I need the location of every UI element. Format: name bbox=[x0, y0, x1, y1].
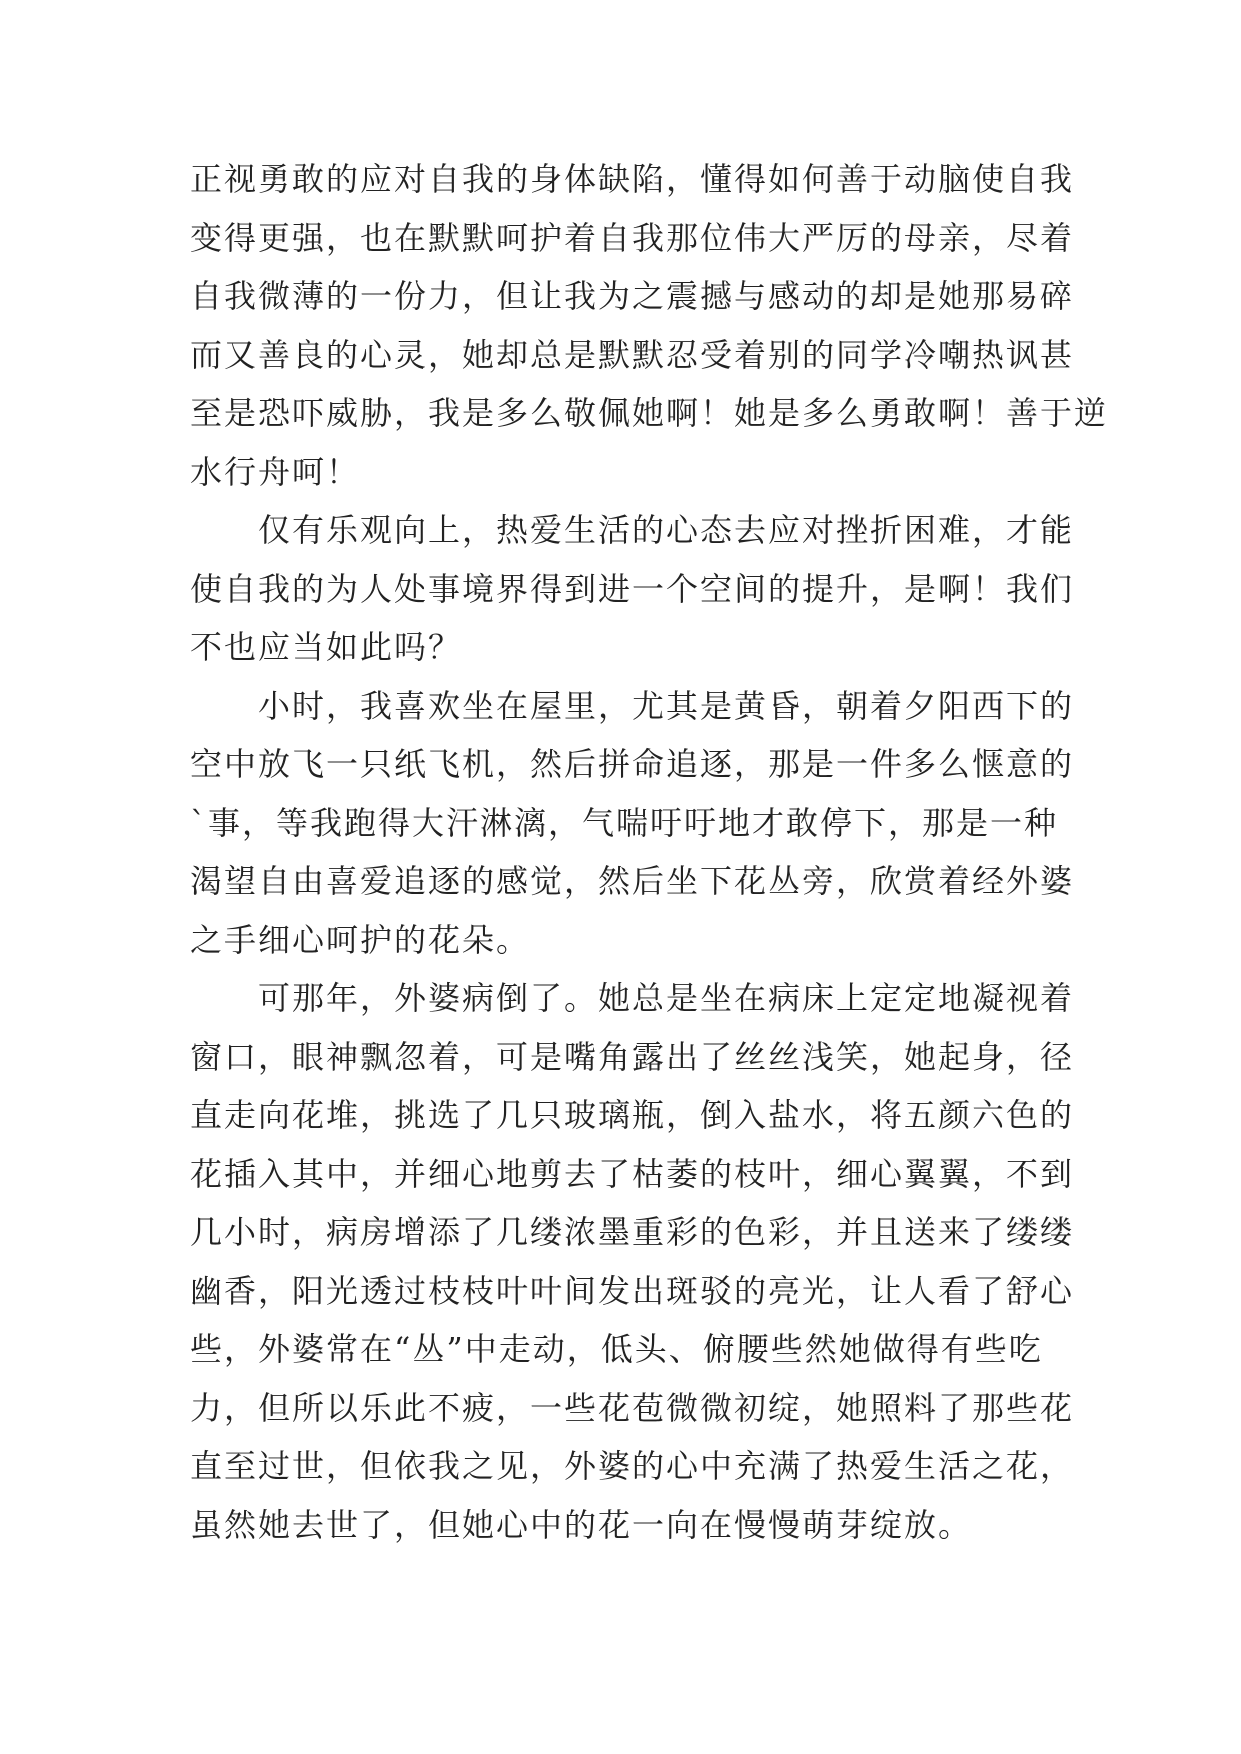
text-line-5: 至是恐吓威胁，我是多么敬佩她啊！她是多么勇敢啊！善于逆 bbox=[190, 394, 1109, 432]
text-line-11: 空中放飞一只纸飞机，然后拼命追逐，那是一件多么惬意的 bbox=[190, 745, 1075, 783]
text-line-3: 自我微薄的一份力，但让我为之震撼与感动的却是她那易碎 bbox=[190, 277, 1075, 315]
text-line-14: 之手细心呵护的花朵。 bbox=[190, 920, 531, 959]
text-line-12: `事，等我跑得大汗淋漓，气喘吁吁地才敢停下，那是一种 bbox=[190, 803, 1059, 842]
text-line-20: 幽香，阳光透过枝枝叶叶间发出斑驳的亮光，让人看了舒心 bbox=[190, 1271, 1075, 1310]
text-line-17: 直走向花堆，挑选了几只玻璃瓶，倒入盐水，将五颜六色的 bbox=[190, 1096, 1075, 1134]
text-line-7: 仅有乐观向上，热爱生活的心态去应对挫折困难，才能 bbox=[190, 511, 1075, 549]
text-line-4: 而又善良的心灵，她却总是默默忍受着别的同学冷嘲热讽甚 bbox=[190, 335, 1075, 374]
text-line-24: 虽然她去世了，但她心中的花一向在慢慢萌芽绽放。 bbox=[190, 1505, 973, 1544]
text-line-23: 直至过世，但依我之见，外婆的心中充满了热爱生活之花， bbox=[190, 1447, 1075, 1485]
text-line-22: 力，但所以乐此不疲，一些花苞微微初绽，她照料了那些花 bbox=[190, 1388, 1075, 1427]
text-line-18: 花插入其中，并细心地剪去了枯萎的枝叶，细心翼翼，不到 bbox=[190, 1154, 1075, 1193]
text-line-1: 正视勇敢的应对自我的身体缺陷，懂得如何善于动脑使自我 bbox=[190, 160, 1075, 198]
text-line-19: 几小时，病房增添了几缕浓墨重彩的色彩，并且送来了缕缕 bbox=[190, 1213, 1075, 1251]
text-line-8: 使自我的为人处事境界得到进一个空间的提升，是啊！我们 bbox=[190, 569, 1075, 608]
text-line-21: 些，外婆常在“丛”中走动，低头、俯腰些然她做得有些吃 bbox=[190, 1330, 1043, 1368]
text-line-2: 变得更强，也在默默呵护着自我那位伟大严厉的母亲，尽着 bbox=[190, 218, 1075, 257]
text-line-16: 窗口，眼神飘忽着，可是嘴角露出了丝丝浅笑，她起身，径 bbox=[190, 1037, 1075, 1076]
text-line-10: 小时，我喜欢坐在屋里，尤其是黄昏，朝着夕阳西下的 bbox=[190, 686, 1075, 725]
text-line-6: 水行舟呵！ bbox=[190, 452, 361, 491]
text-line-15: 可那年，外婆病倒了。她总是坐在病床上定定地凝视着 bbox=[190, 979, 1075, 1017]
document-body bbox=[190, 150, 1109, 1554]
text-line-13: 渴望自由喜爱追逐的感觉，然后坐下花丛旁，欣赏着经外婆 bbox=[190, 862, 1075, 900]
text-line-9: 不也应当如此吗？ bbox=[190, 628, 463, 666]
